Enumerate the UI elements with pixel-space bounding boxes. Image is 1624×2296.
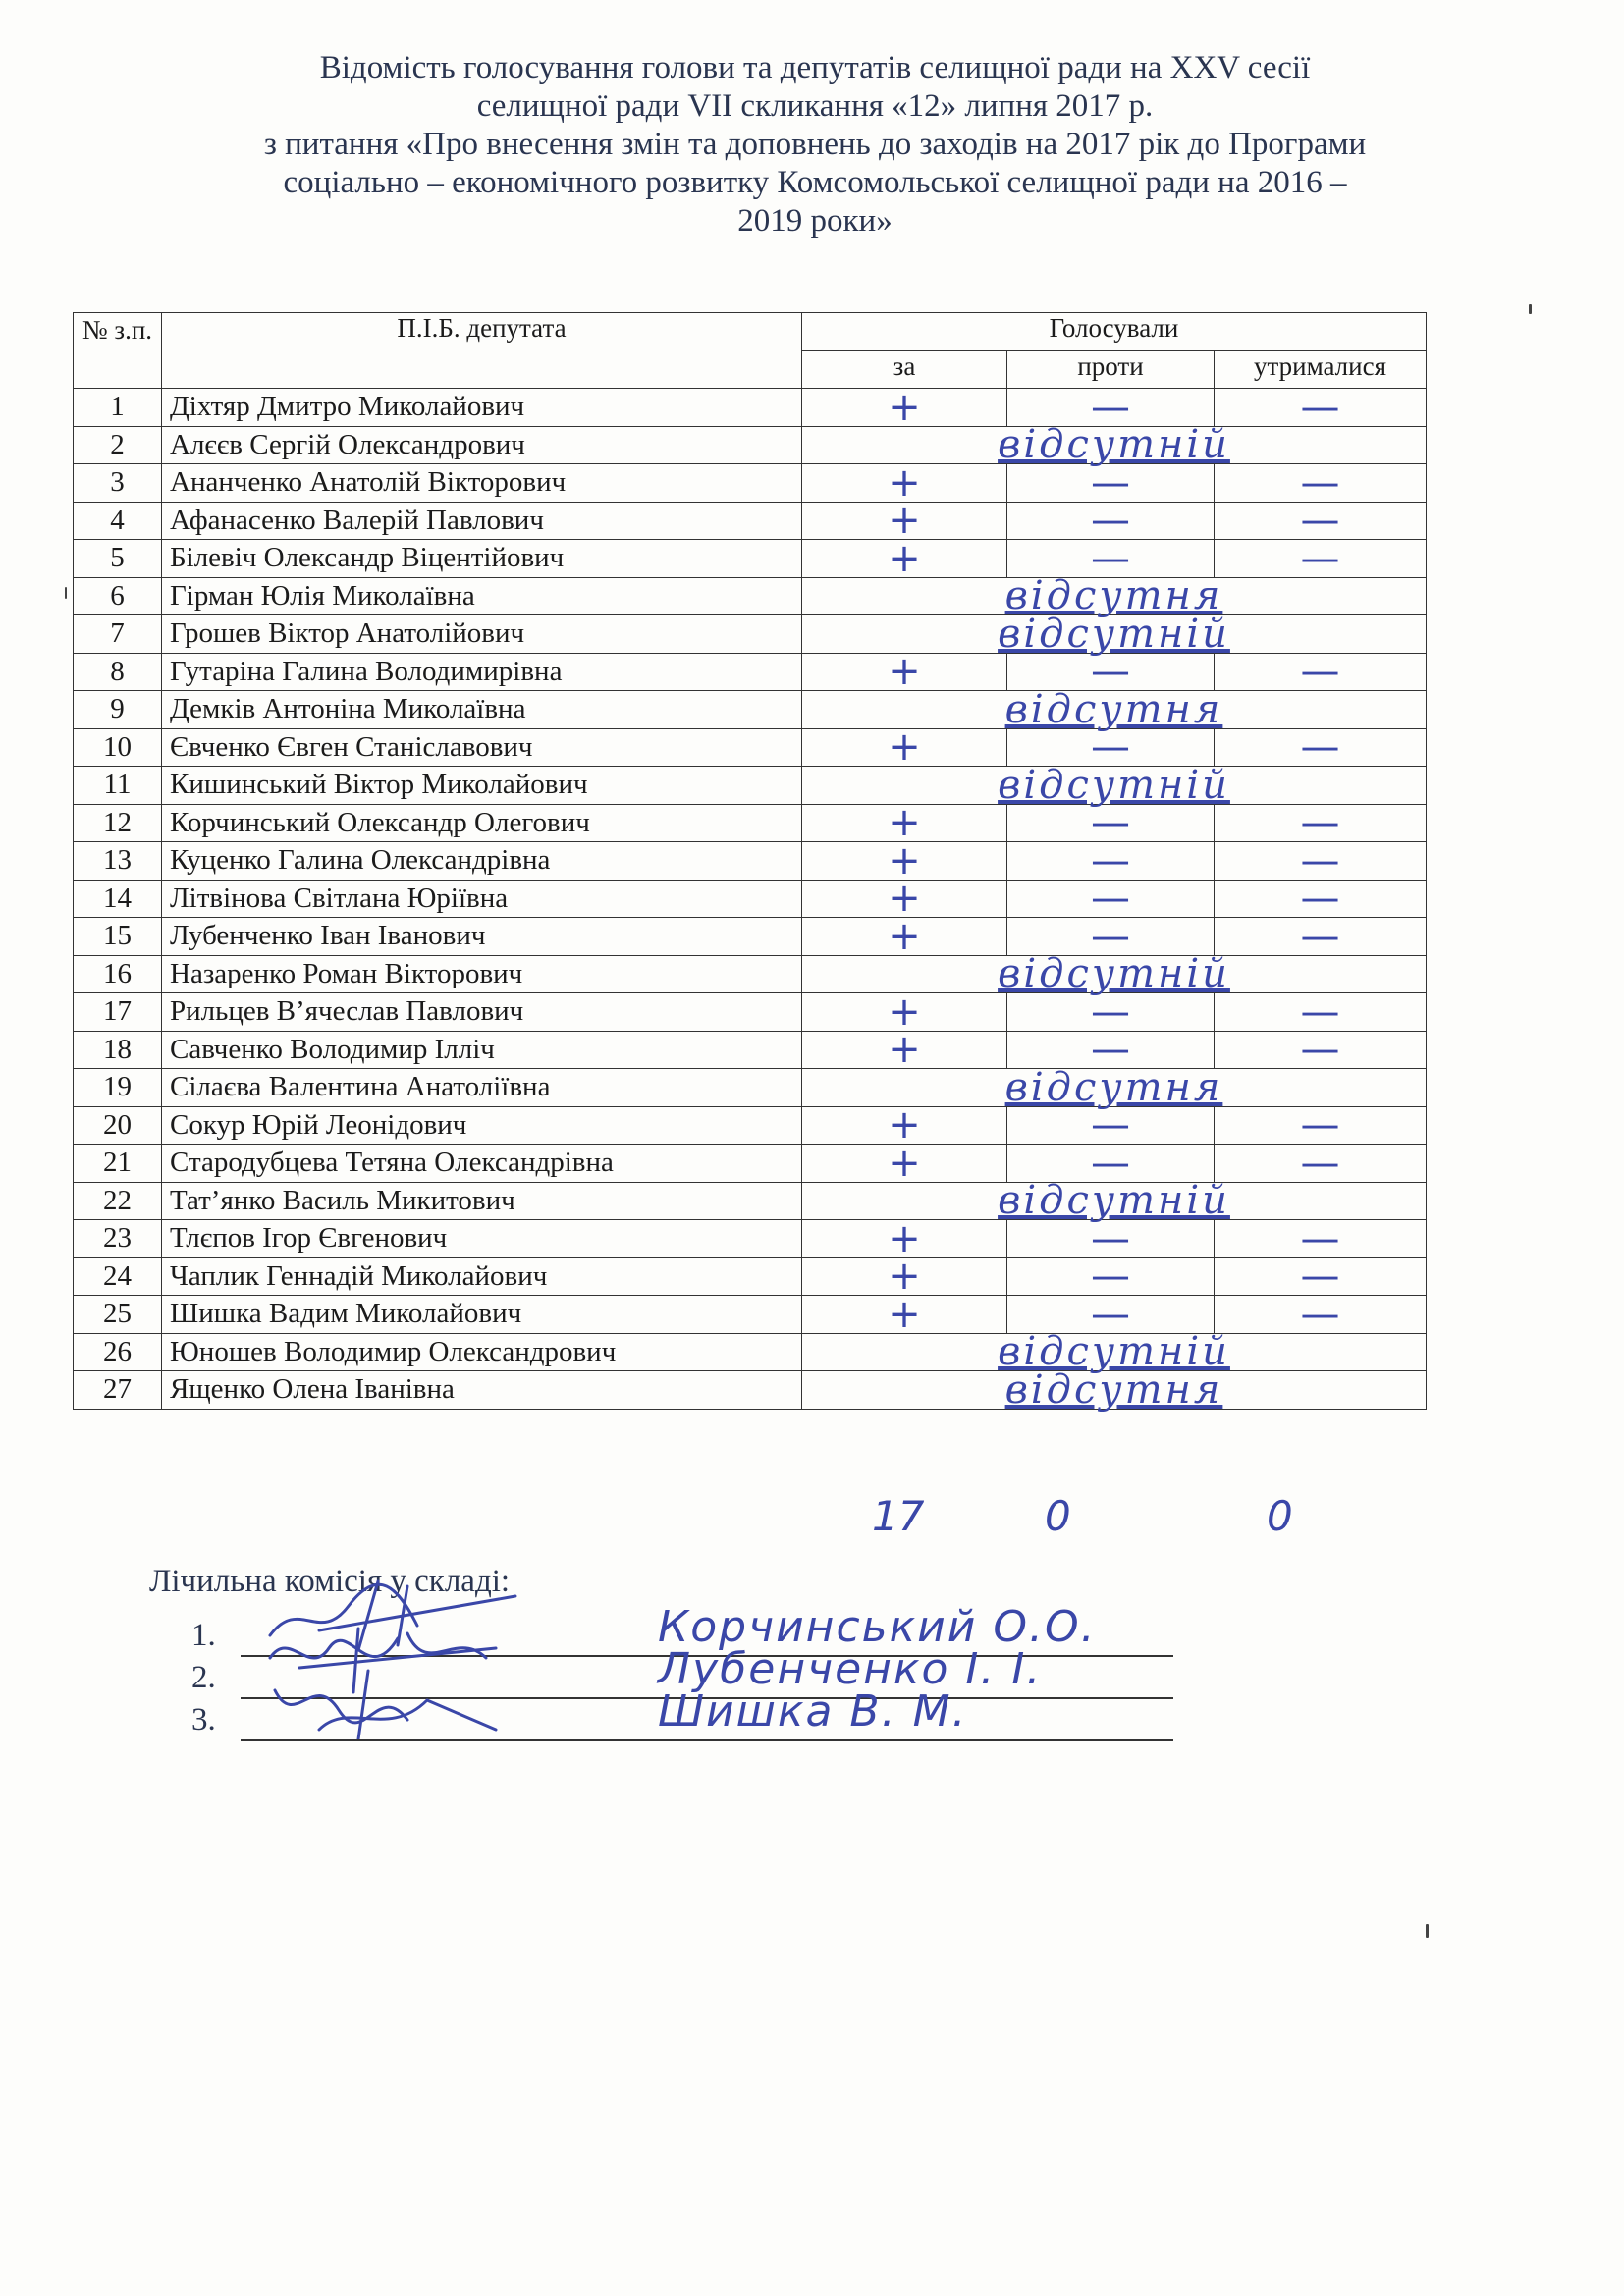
vote-against-mark: — bbox=[1007, 804, 1215, 842]
table-row bbox=[74, 804, 1427, 842]
vote-for-mark: + bbox=[802, 1257, 1007, 1296]
row-number: 23 bbox=[74, 1220, 162, 1258]
vote-abstained-mark: — bbox=[1215, 464, 1427, 503]
deputy-name: Тат’янко Василь Микитович bbox=[162, 1182, 802, 1220]
vote-against-mark: — bbox=[1007, 880, 1215, 918]
vote-against-mark: — bbox=[1007, 1257, 1215, 1296]
deputy-name: Гутаріна Галина Володимирівна bbox=[162, 653, 802, 691]
total-for: 17 bbox=[872, 1492, 925, 1540]
vote-against-mark: — bbox=[1007, 918, 1215, 956]
vote-for-mark: + bbox=[802, 653, 1007, 691]
table-row bbox=[74, 955, 1427, 993]
total-abstained: 0 bbox=[1267, 1492, 1293, 1540]
absent-mark: відсутня bbox=[802, 691, 1427, 729]
vote-against-mark: — bbox=[1007, 1296, 1215, 1334]
table-row bbox=[74, 464, 1427, 503]
row-number: 21 bbox=[74, 1145, 162, 1183]
vote-abstained-mark: — bbox=[1215, 540, 1427, 578]
vote-for-mark: + bbox=[802, 389, 1007, 427]
vote-against-mark: — bbox=[1007, 540, 1215, 578]
absent-mark: відсутній bbox=[802, 615, 1427, 654]
table-row bbox=[74, 1069, 1427, 1107]
table-row bbox=[74, 691, 1427, 729]
vote-for-mark: + bbox=[802, 502, 1007, 540]
row-number: 7 bbox=[74, 615, 162, 654]
deputy-name: Грошев Віктор Анатолійович bbox=[162, 615, 802, 654]
row-number: 27 bbox=[74, 1371, 162, 1410]
vote-abstained-mark: — bbox=[1215, 1257, 1427, 1296]
table-row bbox=[74, 540, 1427, 578]
row-number: 19 bbox=[74, 1069, 162, 1107]
table-row bbox=[74, 1257, 1427, 1296]
table-row bbox=[74, 842, 1427, 881]
vote-for-mark: + bbox=[802, 464, 1007, 503]
row-number: 14 bbox=[74, 880, 162, 918]
row-number: 18 bbox=[74, 1031, 162, 1069]
deputy-name: Діхтяр Дмитро Миколайович bbox=[162, 389, 802, 427]
table-row bbox=[74, 577, 1427, 615]
title-line-2: селищної ради VII скликання «12» липня 2017 р. bbox=[476, 88, 1154, 124]
scan-speck bbox=[1426, 1924, 1429, 1938]
commission-member-row bbox=[191, 1686, 1173, 1743]
table-row bbox=[74, 389, 1427, 427]
header-number: № з.п. bbox=[74, 313, 162, 389]
deputy-name: Білевіч Олександр Віцентійович bbox=[162, 540, 802, 578]
deputy-name: Гірман Юлія Миколаївна bbox=[162, 577, 802, 615]
member-name: Корчинський О.О. bbox=[658, 1602, 1097, 1652]
vote-abstained-mark: — bbox=[1215, 728, 1427, 767]
vote-against-mark: — bbox=[1007, 464, 1215, 503]
absent-mark: відсутня bbox=[802, 577, 1427, 615]
vote-against-mark: — bbox=[1007, 502, 1215, 540]
row-number: 15 bbox=[74, 918, 162, 956]
row-number: 5 bbox=[74, 540, 162, 578]
row-number: 17 bbox=[74, 993, 162, 1032]
deputy-name: Юношев Володимир Олександрович bbox=[162, 1333, 802, 1371]
row-number: 8 bbox=[74, 653, 162, 691]
table-row bbox=[74, 918, 1427, 956]
scan-speck bbox=[65, 587, 67, 599]
vote-abstained-mark: — bbox=[1215, 1145, 1427, 1183]
title-line-3: з питання «Про внесення змін та доповнень до заходів на 2017 рік до Програми bbox=[263, 127, 1367, 162]
vote-abstained-mark: — bbox=[1215, 1296, 1427, 1334]
scan-speck bbox=[1529, 304, 1532, 314]
deputy-name: Афанасенко Валерій Павлович bbox=[162, 502, 802, 540]
table-row bbox=[74, 1333, 1427, 1371]
vote-abstained-mark: — bbox=[1215, 880, 1427, 918]
table-row bbox=[74, 728, 1427, 767]
member-number: 2. bbox=[191, 1660, 216, 1695]
deputy-name: Тлєпов Ігор Євгенович bbox=[162, 1220, 802, 1258]
deputy-name: Корчинський Олександр Олегович bbox=[162, 804, 802, 842]
row-number: 11 bbox=[74, 767, 162, 805]
vote-for-mark: + bbox=[802, 540, 1007, 578]
header-against: проти bbox=[1007, 350, 1215, 389]
vote-for-mark: + bbox=[802, 842, 1007, 881]
row-number: 26 bbox=[74, 1333, 162, 1371]
title-line-1: Відомість голосування голови та депутатів селищної ради на XXV сесії bbox=[319, 50, 1311, 85]
header-voted: Голосували bbox=[802, 313, 1427, 351]
title-line-5: 2019 роки» bbox=[737, 203, 893, 239]
table-row bbox=[74, 1220, 1427, 1258]
vote-abstained-mark: — bbox=[1215, 1106, 1427, 1145]
vote-against-mark: — bbox=[1007, 993, 1215, 1032]
row-number: 22 bbox=[74, 1182, 162, 1220]
deputy-name: Назаренко Роман Вікторович bbox=[162, 955, 802, 993]
vote-for-mark: + bbox=[802, 1296, 1007, 1334]
vote-against-mark: — bbox=[1007, 1031, 1215, 1069]
row-number: 9 bbox=[74, 691, 162, 729]
deputy-name: Євченко Євген Станіславович bbox=[162, 728, 802, 767]
vote-abstained-mark: — bbox=[1215, 1031, 1427, 1069]
vote-for-mark: + bbox=[802, 1145, 1007, 1183]
header-abstained: утрималися bbox=[1215, 350, 1427, 389]
voting-table bbox=[73, 312, 1427, 1413]
deputy-name: Алєєв Сергій Олександрович bbox=[162, 426, 802, 464]
row-number: 6 bbox=[74, 577, 162, 615]
absent-mark: відсутня bbox=[802, 1371, 1427, 1410]
vote-abstained-mark: — bbox=[1215, 502, 1427, 540]
vote-abstained-mark: — bbox=[1215, 918, 1427, 956]
commission-label: Лічильна комісія у складі: bbox=[149, 1564, 511, 1599]
signature-line bbox=[241, 1739, 1173, 1741]
vote-against-mark: — bbox=[1007, 842, 1215, 881]
deputy-name: Рильцев В’ячеслав Павлович bbox=[162, 993, 802, 1032]
row-number: 12 bbox=[74, 804, 162, 842]
header-for: за bbox=[802, 350, 1007, 389]
row-number: 16 bbox=[74, 955, 162, 993]
document-title bbox=[147, 49, 1483, 240]
row-number: 1 bbox=[74, 389, 162, 427]
deputy-name: Літвінова Світлана Юріївна bbox=[162, 880, 802, 918]
vote-for-mark: + bbox=[802, 880, 1007, 918]
vote-abstained-mark: — bbox=[1215, 389, 1427, 427]
deputy-name: Чаплик Геннадій Миколайович bbox=[162, 1257, 802, 1296]
deputy-name: Ананченко Анатолій Вікторович bbox=[162, 464, 802, 503]
table-row bbox=[74, 1371, 1427, 1410]
row-number: 25 bbox=[74, 1296, 162, 1334]
vote-for-mark: + bbox=[802, 918, 1007, 956]
vote-against-mark: — bbox=[1007, 653, 1215, 691]
deputy-name: Куценко Галина Олександрівна bbox=[162, 842, 802, 881]
table-row bbox=[74, 426, 1427, 464]
vote-against-mark: — bbox=[1007, 728, 1215, 767]
table-row bbox=[74, 615, 1427, 654]
deputy-name: Шишка Вадим Миколайович bbox=[162, 1296, 802, 1334]
vote-for-mark: + bbox=[802, 1220, 1007, 1258]
table-row bbox=[74, 1031, 1427, 1069]
table-row bbox=[74, 1182, 1427, 1220]
member-number: 1. bbox=[191, 1618, 216, 1653]
deputy-name: Демків Антоніна Миколаївна bbox=[162, 691, 802, 729]
table-row bbox=[74, 1296, 1427, 1334]
deputy-name: Стародубцева Тетяна Олександрівна bbox=[162, 1145, 802, 1183]
member-name: Лубенченко І. І. bbox=[658, 1644, 1043, 1694]
vote-abstained-mark: — bbox=[1215, 1220, 1427, 1258]
title-line-4: соціально – економічного розвитку Комсомольської селищної ради на 2016 – bbox=[283, 165, 1347, 200]
row-number: 24 bbox=[74, 1257, 162, 1296]
vote-abstained-mark: — bbox=[1215, 804, 1427, 842]
table-row bbox=[74, 502, 1427, 540]
row-number: 20 bbox=[74, 1106, 162, 1145]
table-row bbox=[74, 1106, 1427, 1145]
vote-for-mark: + bbox=[802, 1106, 1007, 1145]
vote-abstained-mark: — bbox=[1215, 653, 1427, 691]
absent-mark: відсутній bbox=[802, 1333, 1427, 1371]
deputy-name: Савченко Володимир Ілліч bbox=[162, 1031, 802, 1069]
table-row bbox=[74, 1145, 1427, 1183]
absent-mark: відсутній bbox=[802, 426, 1427, 464]
row-number: 3 bbox=[74, 464, 162, 503]
absent-mark: відсутня bbox=[802, 1069, 1427, 1107]
vote-totals bbox=[0, 1492, 1624, 1551]
vote-against-mark: — bbox=[1007, 1106, 1215, 1145]
voting-rows bbox=[74, 384, 1427, 1413]
vote-for-mark: + bbox=[802, 728, 1007, 767]
deputy-name: Ященко Олена Іванівна bbox=[162, 1371, 802, 1410]
vote-abstained-mark: — bbox=[1215, 993, 1427, 1032]
deputy-name: Кишинський Віктор Миколайович bbox=[162, 767, 802, 805]
deputy-name: Лубенченко Іван Іванович bbox=[162, 918, 802, 956]
absent-mark: відсутній bbox=[802, 1182, 1427, 1220]
member-number: 3. bbox=[191, 1702, 216, 1737]
row-number: 13 bbox=[74, 842, 162, 881]
vote-for-mark: + bbox=[802, 804, 1007, 842]
vote-against-mark: — bbox=[1007, 1220, 1215, 1258]
header-name: П.І.Б. депутата bbox=[162, 313, 802, 389]
deputy-name: Сілаєва Валентина Анатоліївна bbox=[162, 1069, 802, 1107]
row-number: 2 bbox=[74, 426, 162, 464]
table-row bbox=[74, 767, 1427, 805]
table-row bbox=[74, 653, 1427, 691]
absent-mark: відсутній bbox=[802, 955, 1427, 993]
absent-mark: відсутній bbox=[802, 767, 1427, 805]
table-row bbox=[74, 880, 1427, 918]
member-name: Шишка В. М. bbox=[658, 1686, 968, 1736]
table-row bbox=[74, 993, 1427, 1032]
signature-icon bbox=[260, 1661, 555, 1739]
vote-abstained-mark: — bbox=[1215, 842, 1427, 881]
vote-against-mark: — bbox=[1007, 389, 1215, 427]
vote-for-mark: + bbox=[802, 993, 1007, 1032]
vote-against-mark: — bbox=[1007, 1145, 1215, 1183]
deputy-name: Сокур Юрій Леонідович bbox=[162, 1106, 802, 1145]
total-against: 0 bbox=[1045, 1492, 1071, 1540]
row-number: 4 bbox=[74, 502, 162, 540]
row-number: 10 bbox=[74, 728, 162, 767]
vote-for-mark: + bbox=[802, 1031, 1007, 1069]
